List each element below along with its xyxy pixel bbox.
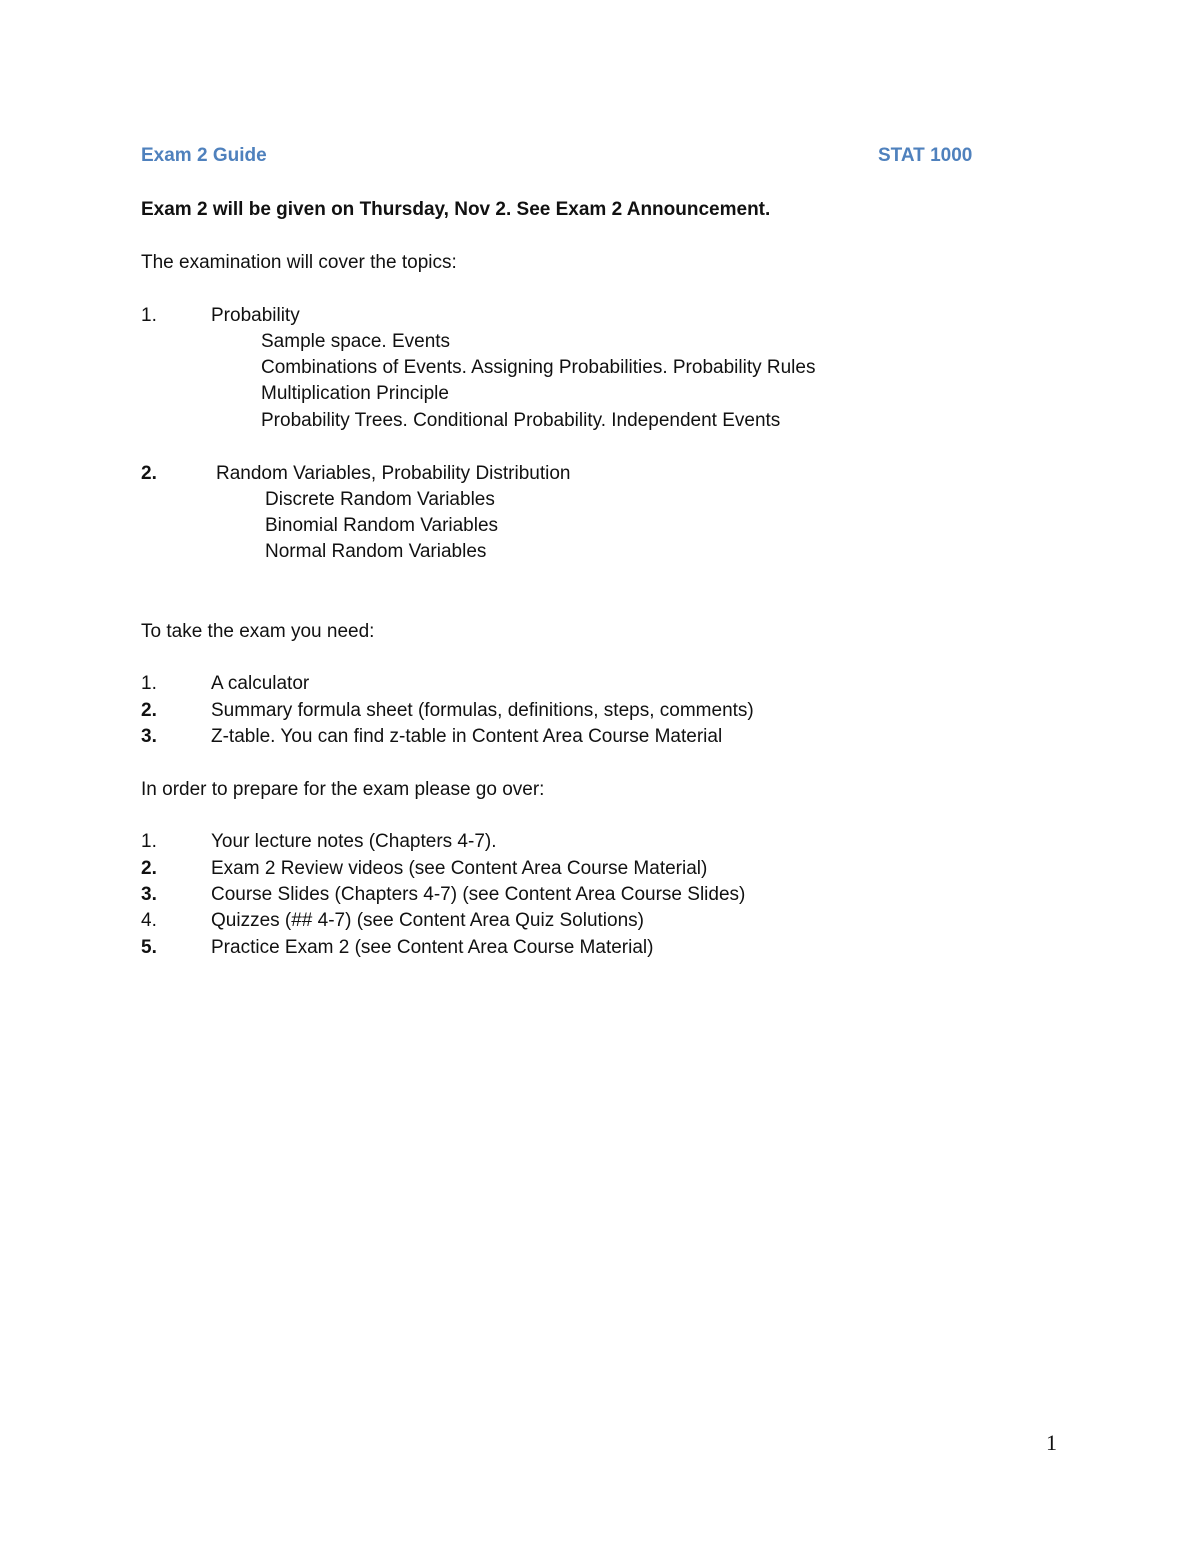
list-number: 2. bbox=[141, 858, 157, 879]
list-item: Summary formula sheet (formulas, definitions, steps, comments) bbox=[211, 700, 754, 721]
list-item: Z-table. You can find z-table in Content Area Course Material bbox=[211, 726, 723, 747]
topic-title: Probability bbox=[211, 305, 300, 326]
list-number: 4. bbox=[141, 910, 157, 931]
list-number: 2. bbox=[141, 700, 157, 721]
list-item: Practice Exam 2 (see Content Area Course Material) bbox=[211, 937, 654, 958]
list-item: Exam 2 Review videos (see Content Area Course Material) bbox=[211, 858, 708, 879]
subtopic: Normal Random Variables bbox=[265, 541, 487, 562]
list-number: 3. bbox=[141, 884, 157, 905]
topic-title: Random Variables, Probability Distribution bbox=[216, 463, 571, 484]
document-title: Exam 2 Guide bbox=[141, 145, 267, 166]
needs-intro: To take the exam you need: bbox=[141, 621, 375, 642]
subtopic: Sample space. Events bbox=[261, 331, 451, 352]
subtopic: Multiplication Principle bbox=[261, 383, 449, 404]
list-number: 5. bbox=[141, 937, 157, 958]
list-item: Course Slides (Chapters 4-7) (see Content Area Course Slides) bbox=[211, 884, 746, 905]
list-item: Quizzes (## 4-7) (see Content Area Quiz Solutions) bbox=[211, 910, 644, 931]
subtopic: Binomial Random Variables bbox=[265, 515, 499, 536]
list-number: 1. bbox=[141, 831, 157, 852]
topics-intro: The examination will cover the topics: bbox=[141, 252, 457, 273]
topic-number: 2. bbox=[141, 463, 157, 484]
subtopic: Combinations of Events. Assigning Probabilities. Probability Rules bbox=[261, 357, 816, 378]
course-code: STAT 1000 bbox=[878, 145, 973, 166]
subtopic: Probability Trees. Conditional Probability. Independent Events bbox=[261, 410, 781, 431]
list-item: Your lecture notes (Chapters 4-7). bbox=[211, 831, 497, 852]
list-item: A calculator bbox=[211, 673, 310, 694]
list-number: 3. bbox=[141, 726, 157, 747]
exam-announcement: Exam 2 will be given on Thursday, Nov 2. See Exam 2 Announcement. bbox=[141, 199, 771, 220]
topic-number: 1. bbox=[141, 305, 157, 326]
prepare-intro: In order to prepare for the exam please go over: bbox=[141, 779, 545, 800]
list-number: 1. bbox=[141, 673, 157, 694]
page-number: 1 bbox=[1046, 1430, 1057, 1455]
subtopic: Discrete Random Variables bbox=[265, 489, 495, 510]
